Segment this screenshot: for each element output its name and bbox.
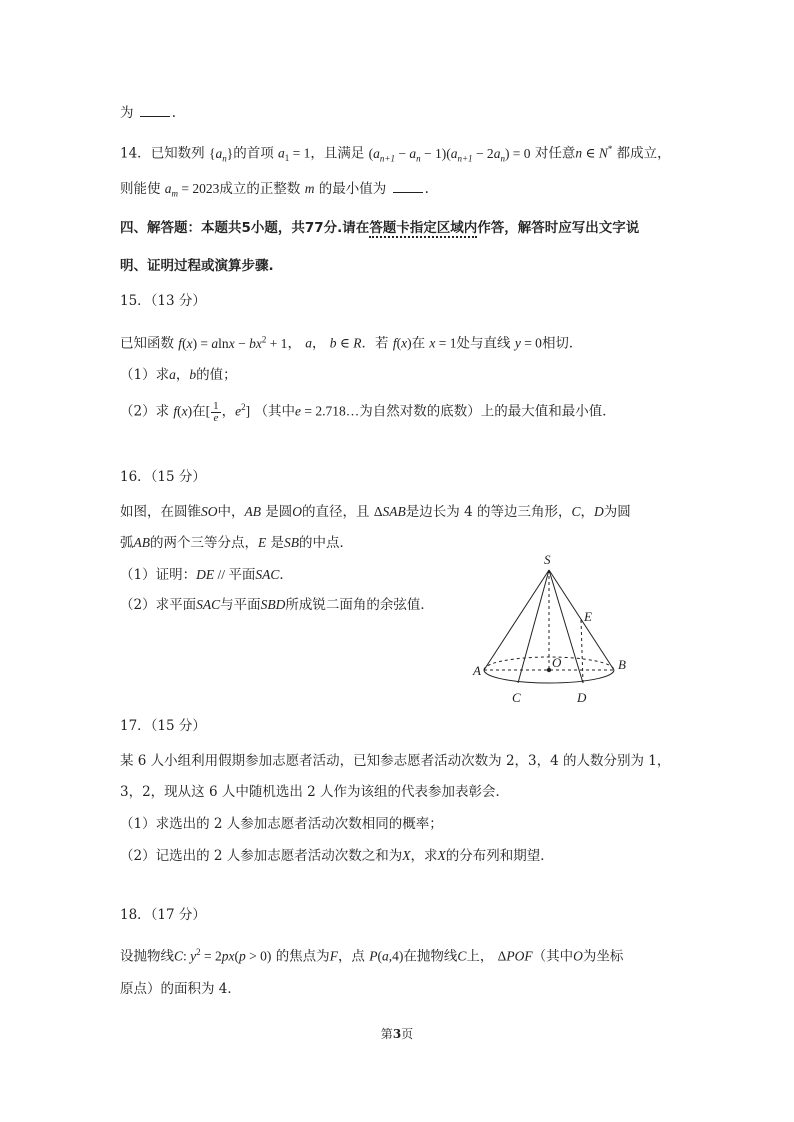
q17-head: 17．（15 分） bbox=[120, 718, 206, 734]
q17-text: 某 6 人小组利用假期参加志愿者活动，已知参志愿者活动次数为 2，3，4 的人数分别为 1， bbox=[120, 753, 671, 769]
q16-text: ， bbox=[580, 504, 594, 520]
q14-text: 成立的正整数 bbox=[219, 181, 301, 197]
q14-text: 则能使 bbox=[120, 181, 161, 197]
q18-stem-2 bbox=[120, 980, 241, 998]
label-E: E bbox=[584, 609, 592, 624]
q18-stem-1: 设抛物线C: $y^2 = 2px(p > 0)$ 的焦点为F，点 P(a,4)在抛物线C上， ΔPOF（其中O为坐标 bbox=[120, 947, 624, 965]
q17-text: ，求 bbox=[410, 848, 438, 864]
q15-heading bbox=[120, 292, 206, 310]
label-A: A bbox=[473, 663, 481, 678]
label-O: O bbox=[552, 655, 562, 670]
q14-text: 已知数列 bbox=[150, 145, 205, 162]
q16-text: 的两个三等分点， bbox=[150, 535, 258, 551]
page-number: 3 bbox=[392, 1027, 402, 1041]
q15-text: ， bbox=[311, 335, 326, 352]
section-title-emphasis: 答题卡指定区域内 bbox=[369, 220, 478, 236]
q16-text: 与平面 bbox=[220, 597, 261, 613]
q15-text: 为自然对数的底数）上的最大值和最小值． bbox=[359, 403, 616, 420]
q17-text: （2）记选出的 2 人参加志愿者活动次数之和为 bbox=[120, 848, 403, 864]
section-title-2 bbox=[120, 257, 274, 275]
q18-head: 18．（17 分） bbox=[120, 907, 206, 923]
answer-blank bbox=[393, 180, 423, 193]
q17-text: 3，2，现从这 6 人中随机选出 2 人作为该组的代表参加表彰会． bbox=[120, 784, 510, 800]
q17-text: 的分布列和期望． bbox=[445, 848, 554, 864]
q16-part2: （2）求平面SAC与平面SBD所成锐二面角的余弦值． bbox=[120, 597, 434, 613]
q16-text: 是边长为 4 的等边三角形， bbox=[405, 504, 572, 520]
edge-DE bbox=[581, 620, 583, 683]
q15-text: ， bbox=[175, 367, 190, 383]
q15-text: 的值； bbox=[196, 367, 237, 383]
q15-part2: （2）求 f(x)在[ $\frac{1}{e}$ ，$e^2$] （其中e = 2.718…为自然对数的底数）上的最大值和最小值． bbox=[120, 399, 616, 424]
q17-text: （1）求选出的 2 人参加志愿者活动次数相同的概率； bbox=[120, 816, 443, 832]
footer-post: 页 bbox=[401, 1027, 414, 1041]
q16-stem-2: 弧AB的两个三等分点，E 是SB的中点． bbox=[120, 535, 354, 551]
q14-line-2: 则能使 $a_m = 2023$成立的正整数 m 的最小值为 . bbox=[120, 181, 429, 199]
q16-text: ． bbox=[279, 567, 293, 583]
section-title-a: 四、解答题：本题共5小题，共77分.请在 bbox=[120, 220, 370, 236]
q18-text: 的焦点为 bbox=[275, 948, 330, 965]
q16-text: 中， bbox=[217, 504, 245, 520]
q17-stem-1 bbox=[120, 752, 670, 770]
q16-text: 的中点． bbox=[299, 535, 354, 551]
q14-number: 14． bbox=[120, 145, 151, 162]
q17-heading bbox=[120, 717, 206, 735]
q15-text: 在 bbox=[411, 335, 426, 352]
q16-text: 是 bbox=[270, 535, 285, 551]
label-S: S bbox=[544, 552, 551, 567]
q16-text: 平面 bbox=[228, 567, 256, 583]
q14-line-1: 14．已知数列 $\{a_n\}$的首项 $a_1 = 1$，且满足 $(a_{n+1} - a_n - 1)(a_{n+1} - 2a_n) = 0$ 对任意n ∈ N* 都成立， bbox=[120, 144, 671, 164]
q18-text: ，点 bbox=[337, 948, 365, 965]
section-title bbox=[120, 219, 639, 237]
label-C: C bbox=[512, 690, 521, 705]
fraction: $\frac{1}{e}$ bbox=[213, 399, 219, 424]
q18-text: （其中 bbox=[532, 948, 574, 965]
q16-stem-1: 如图，在圆锥SO中，AB 是圆O的直径，且 ΔSAB是边长为 4 的等边三角形，C，D为圆 bbox=[120, 504, 631, 520]
edge-SC bbox=[518, 570, 549, 683]
answer-blank bbox=[140, 104, 170, 117]
q16-text: 为圆 bbox=[603, 504, 631, 520]
q15-text: （2）求 bbox=[120, 403, 170, 420]
q18-text: 在抛物线 bbox=[403, 948, 458, 965]
q14-text: 的最小值为 bbox=[318, 181, 387, 197]
q16-text: 的直径，且 bbox=[302, 504, 370, 520]
q15-text: 已知函数 bbox=[120, 335, 174, 352]
q15-text: （其中 bbox=[254, 403, 295, 420]
center-point-O bbox=[547, 668, 551, 672]
footer-pre: 第 bbox=[380, 1027, 393, 1041]
q18-text: 为坐标 bbox=[582, 948, 624, 965]
q16-text: 如图，在圆锥 bbox=[120, 504, 201, 520]
q13-tail-line: 为 . bbox=[120, 105, 177, 121]
q15-text: （1）求 bbox=[120, 367, 170, 383]
q16-text: 是圆 bbox=[265, 504, 293, 520]
q14-text: 都成立， bbox=[616, 145, 671, 162]
q18-text: 设抛物线 bbox=[120, 948, 174, 965]
label-B: B bbox=[618, 657, 626, 672]
q16-heading bbox=[120, 468, 206, 486]
section-title-b: 作答，解答时应写出文字说 bbox=[477, 220, 640, 236]
q15-text: 相切． bbox=[541, 335, 583, 352]
q16-text: （1）证明： bbox=[120, 567, 197, 583]
q15-text: 在 bbox=[192, 403, 206, 420]
q15-stem: 已知函数 $f(x) = alnx - bx^2 + 1$， a， b ∈ R．若 f(x)在 x = 1处与直线 y = 0相切． bbox=[120, 334, 583, 352]
q16-text: 所成锐二面角的余弦值． bbox=[285, 597, 434, 613]
q13-tail-text: 为 bbox=[120, 105, 134, 121]
q15-part1: （1）求a，b的值； bbox=[120, 367, 237, 383]
q14-text: 的首项 bbox=[233, 145, 274, 162]
q15-text: 处与直线 bbox=[456, 335, 511, 352]
q17-part2: （2）记选出的 2 人参加志愿者活动次数之和为X，求X的分布列和期望． bbox=[120, 848, 554, 864]
q15-text: ， bbox=[287, 335, 301, 352]
edge-SA bbox=[484, 570, 549, 670]
q16-part1: （1）证明：DE // 平面SAC． bbox=[120, 567, 293, 583]
label-D: D bbox=[577, 690, 587, 705]
q14-text: 对任意 bbox=[534, 145, 576, 162]
q14-text: ，且满足 bbox=[310, 145, 365, 162]
q16-text: （2）求平面 bbox=[120, 597, 197, 613]
q18-text: 上， bbox=[466, 948, 494, 965]
q16-head: 16．（15 分） bbox=[120, 469, 206, 485]
cone-figure bbox=[470, 550, 640, 710]
q18-heading bbox=[120, 906, 206, 924]
q17-part1 bbox=[120, 815, 443, 833]
page-footer bbox=[0, 1025, 794, 1042]
q18-text: 原点）的面积为 4． bbox=[120, 981, 241, 997]
q15-head: 15．（13 分） bbox=[120, 293, 206, 309]
q16-text: 弧 bbox=[120, 535, 134, 551]
q17-stem-2 bbox=[120, 783, 509, 801]
section-title-line2: 明、证明过程或演算步骤. bbox=[120, 258, 274, 274]
q15-text: ．若 bbox=[361, 335, 389, 352]
